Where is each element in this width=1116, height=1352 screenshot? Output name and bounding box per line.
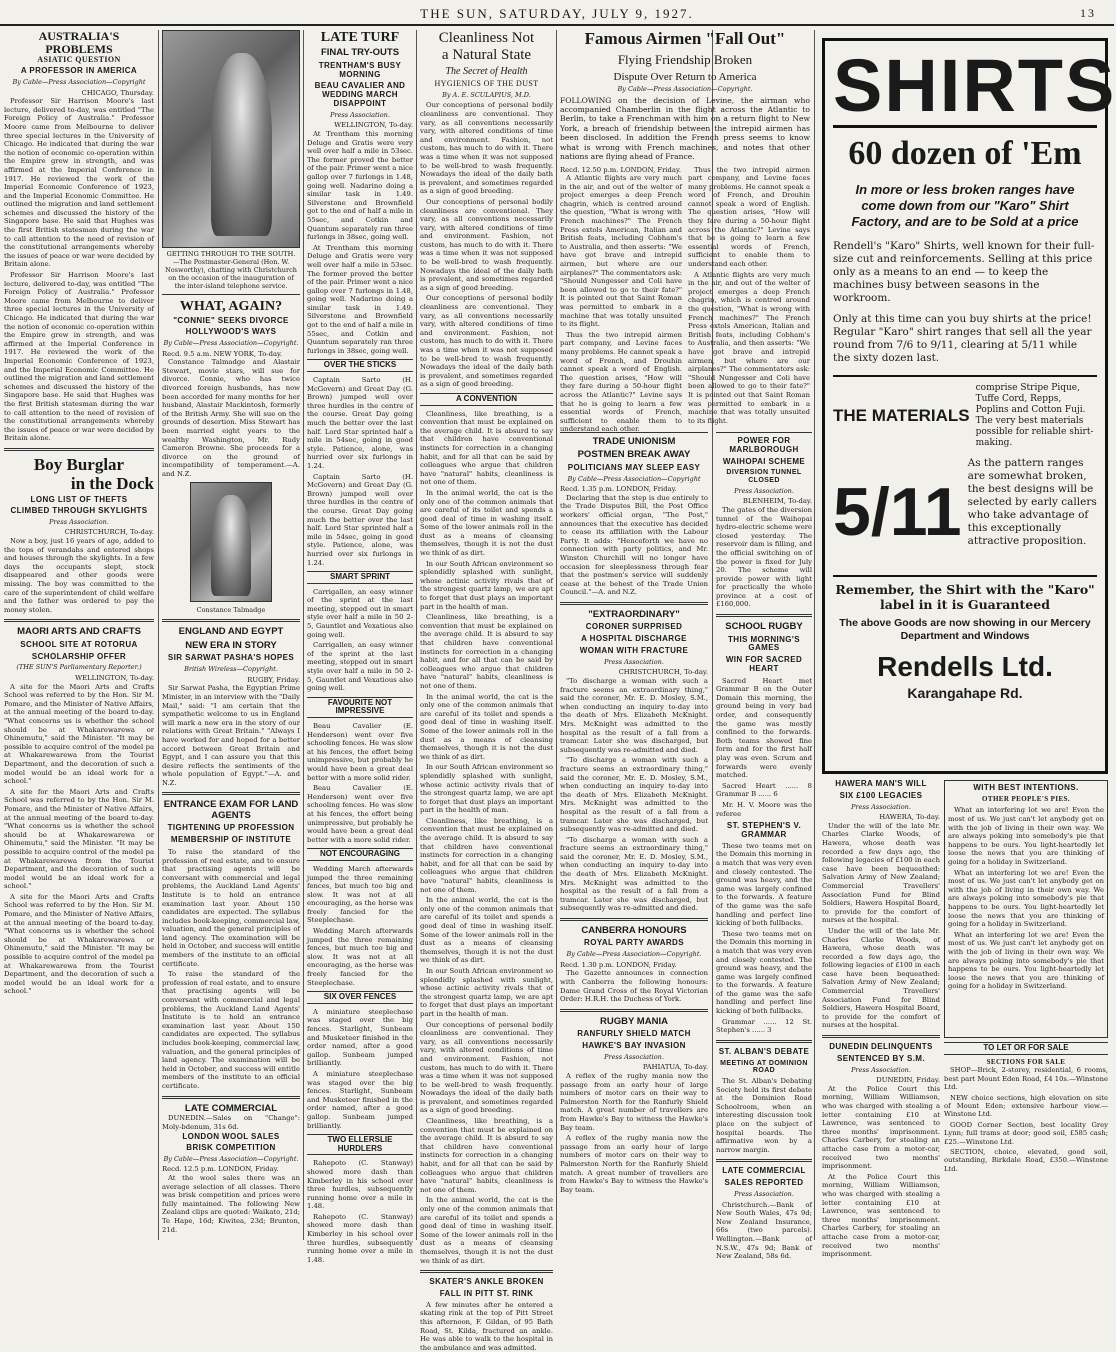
article-body: What an interfering lot we are! Even the most of us. We just can't let anybody get on with the job of living in their own way. We are always poking into somebody's pie that happens to be ours. You light-heartedly let loose the news that you are thinking of going for a holiday in Switzerland. bbox=[948, 930, 1104, 991]
article-body: Rahepoto (C. Stanway) showed more dash than Kimberley in his school over three hurdles, subsequently running home over a mile in 1.48. bbox=[307, 1159, 413, 1211]
materials-text: comprise Stripe Pique, Tuffe Cord, Repps, Poplins and Cotton Fuji. The very best materials possible for reliable shirt-making. bbox=[975, 383, 1094, 448]
ad-showing: The above Goods are now showing in our Mercery Department and Windows bbox=[839, 617, 1091, 642]
column-7-left bbox=[822, 779, 940, 1259]
headline: LATE COMMERCIAL bbox=[184, 1102, 278, 1114]
headline: Famous Airmen "Fall Out" bbox=[584, 29, 786, 48]
headline: TRADE UNIONISM bbox=[592, 436, 676, 447]
article-body: Our conceptions of personal bodily cleanliness are conventional. They vary, as all conventions necessarily vary, with altered conditions of time and environment. Fashion, not custom, has much to do with it. There was a time when it was not supposed to be well-bred to wash frequently. Nowadays the ideal of the daily bath is prevalent, and sometimes regarded as a sign of good breeding. bbox=[420, 197, 553, 292]
subheadline: FINAL TRY-OUTS bbox=[320, 47, 400, 59]
article-body: A few minutes after he entered a skating rink at the top of Pitt Street this afternoon, F. Gildan, of 95 Bath Road, St. Kilda, fractured an ankle. He was able to walk to the hospital in the ambulance and was admitted. bbox=[420, 1300, 553, 1352]
column-7-right bbox=[944, 780, 1108, 1240]
article-body: Sir Sarwat Pasha, the Egyptian Prime Minister, in an interview with the "Daily Mail," said: "I am certain that the sympathetic welcome to us in England will mark a new era in the story of our relations with Great Britain." "Always I have worked for and hoped for a better accord between Great Britain and Egypt, and I can assure you that this desire reflects the sentiments of the whole population of Egypt."—A. and N.Z. bbox=[162, 684, 300, 787]
article-body: Cleanliness, like breathing, is a convention that must be explained on the average child. It is absurd to say that children have conventional instincts for correction in a changing habit, and for all that can be said by colleagues who argue that children have "natural" habits, cleanliness is not one of them. bbox=[420, 816, 553, 894]
article-body: Carrigallen, an easy winner of the sprint at the last meeting, stepped out in smart style over half a mile in 50 2-5, Gauntlet and Vexatious also going well. bbox=[307, 587, 413, 639]
headline: CANBERRA HONOURS bbox=[581, 925, 687, 937]
column-rule bbox=[158, 30, 159, 1240]
column-rule bbox=[416, 30, 417, 1240]
article-body: In the animal world, the cat is the only one of the common animals that are careful of its toilet and spends a good deal of time in washing itself. Some of the lower animals roll in the dust as a means of cleansing themselves, though it is not the dust we think of as dirt. bbox=[420, 488, 553, 558]
headline: SCHOOL RUGBY bbox=[725, 621, 803, 633]
subheadline: WOMAN WITH FRACTURE bbox=[579, 646, 689, 656]
article-body: In the animal world, the cat is the only one of the common animals that are careful of its toilet and spends a good deal of time in washing itself. Some of the lower animals roll in the dust as a means of cleansing themselves, though it is not the dust we think of as dirt. bbox=[420, 692, 553, 761]
subheadline: BEAU CAVALIER AND WEDDING MARCH DISAPPOINT bbox=[314, 81, 406, 109]
article-body: What an interfering lot we are! Even the most of us. We just can't let anybody get on with the job of living in their own way. We are always poking into somebody's pie that happens to be ours. You light-heartedly let loose the news that you are thinking of going for a holiday in Switzerland. bbox=[948, 868, 1104, 929]
byline: Press Association. bbox=[851, 1065, 911, 1074]
section-subhead: OVER THE STICKS bbox=[307, 359, 413, 372]
article-body: Thus the two intrepid airmen part company, and Levine faces many problems. He cannot speak a word of French, and Drouhin cannot speak a word of English. The question arises, "How will they fare during a 50-hour flight across the Atlantic?" Levine says that he is going to learn a few essential words of French, sufficient to enable them to understand each other. bbox=[560, 330, 682, 434]
article-body: In our South African environment so splendidly splashed with sunlight, whose actinic activity rivals that of the strongest quartz lamp, we are apt to forget that dust plays an important part in the health of man. bbox=[420, 559, 553, 611]
column-2 bbox=[162, 30, 300, 1240]
byline: Press Association. bbox=[604, 1052, 664, 1061]
subheadline: ASIATIC QUESTION bbox=[37, 55, 121, 65]
article-body: These two teams met on the Domain this morning in a match that was very even and closely contested. The ground was heavy, and the game was largely confined to the forwards. A feature of the game was the safe handling and perfect line kicking of both fullbacks. bbox=[716, 841, 812, 928]
article-body: "To discharge a woman with such a fracture seems an extraordinary thing," said the coroner, Mr. E. D. Mosley, S.M., when conducting an inquiry to-day into the death of Mrs. Elizabeth McKnight. Mrs. McKnight was admitted to the hospital as the result of a fall from a tramcar. Later she was discharged, but subsequently was re-admitted and died. bbox=[560, 677, 708, 754]
subheadline: CORONER SURPRISED bbox=[585, 622, 683, 632]
ad-price-text: As the pattern ranges are somewhat broken, the best designs will be selected by early callers who take advantage of this exceptionally attractive proposition. bbox=[967, 457, 1097, 547]
subheadline: A HOSPITAL DISCHARGE bbox=[581, 634, 687, 644]
article-body: At Trentham this morning Deluge and Gratis were very well over half a mile in 53sec. The former proved the better of the pair. Primer went a nice gallop over 7 furlongs in 1.48, going well. Nadarino doing a similar task in 1.49. Silverstone and Brownfield got to the end of half a mile in 55sec, and Cotkin and Quantum separately ran three furlongs in 38sec, going well. bbox=[307, 130, 413, 242]
headline: AUSTRALIA'S PROBLEMS bbox=[38, 29, 120, 57]
byline: By A. E. SCULAPIUS, M.D. bbox=[442, 90, 531, 99]
headline: ST. ALBAN'S DEBATE bbox=[718, 1046, 810, 1056]
divider bbox=[4, 619, 154, 622]
article-body: At Trentham this morning Deluge and Gratis were very well over half a mile in 53sec. The former proved the better of the pair. Primer went a nice gallop over 7 furlongs in 1.48, going well. Nadarino doing a similar task in 1.49. Silverstone and Brownfield got to the end of half a mile in 55sec, and Cotkin and Quantum separately ran three furlongs in 38sec, going well. bbox=[307, 243, 413, 355]
byline: Press Association. bbox=[734, 486, 794, 495]
byline: (THE SUN'S Parliamentary Reporter.) bbox=[16, 663, 142, 672]
article-body: Under the will of the late Mr. Charles Clarke Woods, of Hawera, whose death was recorded a few days ago, the following legacies of £100 in each case have been bequeathed: Salvation Army of New Zealand; Commercial Travellers' Association Fund for Blind Soldiers, Hawera Hospital Board, to provide for the comfort of nurses at the hospital. bbox=[822, 926, 940, 1030]
headline: Cleanliness Not bbox=[438, 30, 535, 46]
byline: By Cable—Press Association—Copyright bbox=[567, 474, 701, 483]
subheadline: HAWKE'S BAY INVASION bbox=[582, 1041, 686, 1051]
subheadline: SCHOOL SITE AT ROTORUA bbox=[20, 639, 138, 649]
subheadline: NEW ERA IN STORY bbox=[185, 639, 277, 651]
subheadline: SIX £100 LEGACIES bbox=[839, 790, 923, 800]
headline: ENGLAND AND EGYPT bbox=[178, 626, 284, 638]
column-5-top bbox=[560, 29, 810, 434]
subheadline: TRENTHAM'S BUSY MORNING bbox=[318, 60, 402, 79]
dateline: Recd. 9.5 a.m. NEW YORK, To-day. bbox=[162, 349, 283, 358]
article-body: Cleanliness, like breathing, is a convention that must be explained on the average child. It is absurd to say that children have conventional instincts for correction in a changing habit, and for all that can be said by colleagues who argue that children have "natural" habits, cleanliness is not one of them. bbox=[420, 613, 553, 690]
subheadline: A PROFESSOR IN AMERICA bbox=[20, 66, 138, 76]
subheadline: POLITICIANS MAY SLEEP EASY bbox=[567, 462, 701, 472]
subheadline: OTHER PEOPLE'S PIES. bbox=[982, 794, 1070, 803]
article-body: Our conceptions of personal bodily cleanliness are conventional. They vary, as all conventions necessarily vary, with altered conditions of time and environment. Fashion, not custom, has much to do with it. There was a time when it was not supposed to be well-bred to wash frequently. Nowadays the ideal of the daily bath is prevalent, and sometimes regarded as a sign of good breeding. bbox=[420, 294, 553, 389]
section-subhead: TWO ELLERSLIE HURDLERS bbox=[307, 1134, 413, 1155]
section-subhead: A CONVENTION bbox=[420, 393, 553, 406]
classified-ad: SECTION, choice, elevated, good soil, outstanding, Birkdale Road, £350.—Winstone Ltd. bbox=[944, 1147, 1108, 1173]
article-body: A miniature steeplechase was staged over the big fences. Starlight, Sunbeam and Musketeer finished in the order named, after a good gallop. Sunbeam jumped brilliantly. bbox=[307, 1069, 413, 1130]
article-body: At the Police Court this morning, William Williamson, who was charged with stealing a letter containing £10 at Lawrence, was sentenced to three months' imprisonment. Charles Carbery, for stealing an attache case from a motor-car, received two months' imprisonment. bbox=[822, 1172, 940, 1259]
article-body: Under the will of the late Mr. Charles Clarke Woods, of Hawera, whose death was recorded a few days ago, the following legacies of £100 in each case have been bequeathed: Salvation Army of New Zealand; Commercial Travellers' Association Fund for Blind Soldiers, Hawera Hospital Board, to provide for the comfort of nurses at the hospital. bbox=[822, 821, 940, 925]
headline: SKATER'S ANKLE BROKEN bbox=[429, 1277, 544, 1287]
article-body: In the animal world, the cat is the only one of the common animals that are careful of its toilet and spends a good deal of time in washing itself. Some of the lower animals roll in the dust as a means of cleansing themselves, though it is not the dust we think of as dirt. bbox=[420, 1196, 553, 1265]
headline: in the Dock bbox=[70, 473, 154, 493]
article-body: Professor Sir Harrison Moore's last lecture, delivered to-day, was entitled "The Foreign Policy of Australia." Professor Moore came from Melbourne to deliver three special lectures in the University of Chicago. He indicated that during the war the notion of economic co-operation within the Empire grew in strength, and was affirmed at the Imperial Conference in 1917. He reviewed the work of the Imperial Economic Conference of 1923, and the Imperial Economic Committee. He outlined the migration and land settlement schemes and discussed the history of the Singapore base. He said that Hughes was the first British statesman during the war to call attention to the need of revision of the constitutional arrangements whereby the issues of peace or war were decided by Britain alone. bbox=[4, 97, 154, 269]
article-body: A Atlantic flights are very much in the air, and out of the welter of project emerges a deep French chagrin, which is centred around the question, "What is wrong with French machines?" The French Press extols American, Italian and British feats, including Cobham's to Australia, and then asserts: "We have got brave and intrepid airmen, but where are our airplanes?" The commentators ask: "Should Nungesser and Coli have been allowed to go to their fate?" It is pointed out that Saint Roman was permitted to embark in a machine that was totally unsuited to its flight. bbox=[688, 270, 810, 425]
byline: Press Association. bbox=[604, 657, 664, 666]
article-body: Cleanliness, like breathing, is a convention that must be explained on the average child. It is absurd to say that children have conventional instincts for correction in a changing habit, and for all that can be said by colleagues who argue that children have "natural" habits, cleanliness is not one of them. bbox=[420, 409, 553, 487]
article-body: Wedding March afterwards jumped the three remaining fences, but much too big and slow. It was not at all encouraging, as the horse was freely fancied for the Steeplechase. bbox=[307, 864, 413, 925]
subheadline: FALL IN PITT ST. RINK bbox=[439, 1288, 534, 1298]
article-body: These two teams met on the Domain this morning in a match that was very even and closely contested. The ground was heavy, and the game was largely confined to the forwards. A feature of the game was the safe handling and perfect line kicking of both fullbacks. bbox=[716, 929, 812, 1016]
dateline: BLENHEIM, To-day. bbox=[742, 497, 812, 506]
subheadline: SENTENCED BY S.M. bbox=[837, 1053, 925, 1063]
subheadline: WAIHOPAI SCHEME bbox=[722, 456, 806, 466]
article-body: Captain Sarto (H. McGovern) and Great Day (G. Brown) jumped well over three hurdles in the centre of the course. Great Day going much the better over the last half. Lord Star sprinted half a mile in 54sec, going in good style. Patience, alone, was hurried over six furlongs in 1.24. bbox=[307, 472, 413, 567]
subheadline: Dispute Over Return to America bbox=[613, 70, 757, 83]
dateline: CHRISTCHURCH, To-day. bbox=[64, 528, 154, 537]
subheadline: SALES REPORTED bbox=[724, 1178, 804, 1188]
classified-ad: NEW choice sections, high elevation on site of Mount Eden; extensive harbour view.—Winstone Ltd. bbox=[944, 1093, 1108, 1119]
ad-guarantee: Remember, the Shirt with the "Karo" label in it is Guaranteed bbox=[833, 575, 1097, 612]
subheadline: DIVERSION TUNNEL CLOSED bbox=[726, 469, 802, 485]
divider bbox=[4, 448, 154, 451]
score-line: Grammar ...... 12 St. Stephen's ...... 3 bbox=[716, 1017, 812, 1035]
photo-caption: GETTING THROUGH TO THE SOUTH.—The Postmaster-General (Hon. W. Nosworthy), chatting with Christchurch on the occasion of the inauguration of the inter-island telephone service. bbox=[165, 250, 297, 290]
byline: By Cable—Press Association—Copyright bbox=[12, 77, 146, 86]
headline: LATE COMMERCIAL bbox=[722, 1166, 806, 1176]
column-6 bbox=[716, 428, 812, 1261]
article-body: A Atlantic flights are very much in the air, and out of the welter of project emerges a deep French chagrin, which is centred around the question, "What is wrong with French machines?" The French Press extols American, Italian and British feats, including Cobham's to Australia, and then asserts: "We have got brave and intrepid airmen, but where are our airplanes?" The commentators ask: "Should Nungesser and Coli have been allowed to go to their fate?" It is pointed out that Saint Roman was permitted to embark in a machine that was totally unsuited to its flight. bbox=[560, 174, 682, 329]
dateline: Recd. 12.5 p.m. LONDON, Friday. bbox=[162, 1165, 279, 1174]
headline: a Natural State bbox=[441, 46, 532, 63]
article-body: A site for the Maori Arts and Crafts School was referred to by the Hon. Sir M. Pomare, and the Minister of Native Affairs, at the annual meeting of the board to-day. "What concerns us is whether the school should be at Whakarewarewa or Ohinemutu," said the Minister. "It may be possible to acquire control of the model pa at Whakarewarewa from the Tourist Department, and the decoration of such a model would be an ideal work for a school." bbox=[4, 682, 154, 786]
article-body: The Gazette announces in connection with Canberra the following honours: Dame Grand Cross of the Royal Victorian Order: H.R.H. the Duchess of York. bbox=[560, 969, 708, 1004]
headline: WITH BEST INTENTIONS. bbox=[973, 783, 1079, 792]
article-body: In our South African environment so splendidly splashed with sunlight, whose actinic activity rivals that of the strongest quartz lamp, we are apt to forget that dust plays an important part in the health of man. bbox=[420, 966, 553, 1018]
section-subhead: NOT ENCOURAGING bbox=[307, 848, 413, 861]
subheadline: MEMBERSHIP OF INSTITUTE bbox=[170, 835, 292, 845]
article-body: In the animal world, the cat is the only one of the common animals that are careful of its toilet and spends a good deal of time in washing itself. Some of the lower animals roll in the dust as a means of cleansing themselves, though it is not the dust we think of as dirt. bbox=[420, 896, 553, 965]
headline: POWER FOR MARLBOROUGH bbox=[729, 436, 799, 454]
article-body: To raise the standard of the profession of real estate, and to ensure that practising agents will be conversant with commercial and legal problems, the Auckland Land Agents' Institute is to hold an entrance examination last year. About 150 candidates are expected. The syllabus includes book-keeping, commercial law, valuation, and the general principles of land agency. The examination will be held in October, and success will entitle members of the institute to an official certificate. bbox=[162, 970, 300, 1090]
subheadline: SCHOLARSHIP OFFER bbox=[31, 651, 127, 661]
article-body: Thus the two intrepid airmen part company, and Levine faces many problems. He cannot speak a word of French, and Drouhin cannot speak a word of English. The question arises, "How will they fare during a 50-hour flight across the Atlantic?" Levine says that he is going to learn a few essential words of French, sufficient to enable them to understand each other. bbox=[688, 165, 810, 269]
headline: HAWERA MAN'S WILL bbox=[835, 779, 927, 788]
masthead bbox=[0, 0, 1114, 26]
byline: Press Association. bbox=[330, 110, 390, 119]
article-body: "To discharge a woman with such a fracture seems an extraordinary thing," said the coroner, Mr. E. D. Mosley, S.M., when conducting an inquiry to-day into the death of Mrs. Elizabeth McKnight. Mrs. McKnight was admitted to the hospital as the result of a fall from a tramcar. Later she was discharged, but subsequently was re-admitted and died. bbox=[560, 756, 708, 834]
dateline: CHICAGO, Thursday. bbox=[81, 88, 154, 97]
article-body: Cleanliness, like breathing, is a convention that must be explained on the average child. It is absurd to say that children have conventional instincts for correction in a changing habit, and for all that can be said by colleagues who argue that children have "natural" habits, cleanliness is not one of them. bbox=[420, 1117, 553, 1194]
dateline: DUNEDIN, Friday. bbox=[876, 1076, 940, 1085]
article-lead: FOLLOWING on the decision of Levine, the airman who accompanied Chamberlin in the flight across the Atlantic to Berlin, to take a Frenchman with him on a return flight to New York, a breach of friendship between the intrepid airmen has been disclosed. In addition the French press seems to know what is wrong with French machines, and notes that other nations are flying ahead of France. bbox=[560, 95, 810, 162]
shirts-advertisement bbox=[822, 38, 1116, 774]
section-subhead: FAVOURITE NOT IMPRESSIVE bbox=[307, 697, 413, 718]
news-photo bbox=[162, 30, 300, 248]
dateline: WELLINGTON, To-day. bbox=[75, 674, 154, 683]
section-subhead: SMART SPRINT bbox=[307, 571, 413, 584]
subheadline: TIGHTENING UP PROFESSION bbox=[167, 823, 295, 833]
ad-address: Karangahape Rd. bbox=[907, 685, 1023, 701]
column-4 bbox=[420, 30, 553, 1352]
dateline: PAHIATUA, To-day. bbox=[642, 1063, 708, 1072]
article-body: Sacred Heart met Grammar B on the Outer Domain this morning, the ground being in very bad order, and consequently the game was mostly confined to the forwards. Both teams showed fine form and for the first half play was even. Scrum and forwards were evenly matched. bbox=[716, 676, 812, 780]
article-body: Constance Talmadge and Alastair Stewart, movie stars, will sue for divorce. Connie, who has twice divorced foreign husbands, has now been accorded for many months for her husband, Alastair Mackintosh, formerly of the British Army. She will sue on the grounds of desertion. Miss Stewart has been married eight years to the wealthy Washington, Mr. Rudy Cameron Browne. She proceeds for a divorce on the ground of incompatibility of temperament.—A. and N.Z. bbox=[162, 358, 300, 478]
article-body: Now a boy, just 16 years of age, added to the tops of verandahs and entered shops and houses through the skylights. In a few days the occupants slept, stock disappeared and other goods were missing. The boy was committed to the care of the superintendent of child welfare and the father was ordered to pay the money stolen. bbox=[4, 537, 154, 614]
dateline: CHRISTCHURCH, To-day. bbox=[618, 668, 708, 677]
subheadline: "CONNIE" SEEKS DIVORCE bbox=[173, 316, 289, 326]
byline: By Cable—Press Association—Copyright. bbox=[617, 85, 753, 94]
headline: MAORI ARTS AND CRAFTS bbox=[17, 626, 141, 638]
headline: Boy Burglar bbox=[33, 454, 125, 474]
byline: By Cable—Press Association—Copyright. bbox=[163, 1154, 299, 1163]
article-body: A reflex of the rugby mania now the passage from an early hour of large numbers of motor cars on their way to Palmerston North for the Ranfurly Shield match. A great number of travellers are from Hawke's Bay to witness the Hawke's Bay team. bbox=[560, 1072, 708, 1132]
article-body: A miniature steeplechase was staged over the big fences. Starlight, Sunbeam and Musketeer finished in the order named, after a good gallop. Sunbeam jumped brilliantly. bbox=[307, 1007, 413, 1068]
column-rule bbox=[303, 30, 304, 1240]
headline: RUGBY MANIA bbox=[600, 1015, 668, 1027]
column-5-bottom bbox=[560, 428, 708, 1240]
classified-ad: SHOP—Brick, 2-storey, residential, 6 rooms, best part Mount Eden Road, £4 10s.—Winstone Ltd. bbox=[944, 1066, 1108, 1092]
ad-body: Rendell's "Karo" Shirts, well known for their full-size cut and reinforcements. Selling at this price only as a means to an end — to keep the machines busy between seasons in the workroom. bbox=[833, 240, 1095, 304]
score-line: Sacred Heart ...... 8 Grammar B ...... 6 bbox=[716, 781, 812, 799]
subheadline: ROYAL PARTY AWARDS bbox=[584, 938, 684, 948]
dateline: Recd. 1.35 p.m. LONDON, Friday. bbox=[560, 485, 677, 494]
article-body: The gates of the diversion tunnel of the Waihopai hydro-electric scheme were closed yesterday. The reservoir dam is filling, and the official switching on of the power is fixed for July 20. The scheme will provide power with light for practically the whole province at a cost of £160,000. bbox=[716, 505, 812, 609]
subheadline: The Secret of Health bbox=[445, 66, 528, 77]
article-body: Our conceptions of personal bodily cleanliness are conventional. They vary, as all conventions necessarily vary, with altered conditions of time and environment. Fashion, not custom, has much to do with it. There was a time when it was not supposed to be well-bred to wash frequently. Nowadays the ideal of the daily bath is prevalent, and sometimes regarded as a sign of good breeding. bbox=[420, 1020, 553, 1115]
headline: "EXTRAORDINARY" bbox=[588, 608, 680, 620]
ad-price: 5/11 bbox=[833, 474, 962, 550]
article-body: The St. Alban's Debating Society held its first debate at the Dominion Road Schoolroom, when an interesting discussion took place on the subject of hospital boards. The affirmative won by a narrow margin. bbox=[716, 1077, 812, 1154]
column-rule bbox=[556, 30, 557, 1240]
article-body: "To discharge a woman with such a fracture seems an extraordinary thing," said the coroner, Mr. E. D. Mosley, S.M., when conducting an inquiry to-day into the death of Mrs. Elizabeth McKnight. Mrs. McKnight was admitted to the hospital as the result of a fall from a tramcar. Later she was discharged, but subsequently was re-admitted and died. bbox=[560, 835, 708, 913]
article-body: In our South African environment so splendidly splashed with sunlight, whose actinic activity rivals that of the strongest quartz lamp, we are apt to forget that dust plays an important part in the health of man. bbox=[420, 763, 553, 815]
classifieds-heading: TO LET OR FOR SALE bbox=[944, 1042, 1108, 1055]
headline: WHAT, AGAIN? bbox=[179, 299, 283, 314]
portrait-photo bbox=[190, 482, 272, 602]
subheadline: RANFURLY SHIELD MATCH bbox=[577, 1029, 691, 1039]
subheadline: Flying Friendship Broken bbox=[617, 51, 753, 67]
article-body: Carrigallen, an easy winner of the sprint at the last meeting, stepped out in smart style over half a mile in 50 2-5, Gauntlet and Vexatious also going well. bbox=[307, 641, 413, 693]
ad-title: SHIRTS bbox=[833, 44, 1116, 127]
article-body: At the Police Court this morning, William Williamson, who was charged with stealing a letter containing £10 at Lawrence, was sentenced to three months' imprisonment. Charles Carbery, for stealing an attache case from a motor-car, received two months' imprisonment. bbox=[822, 1084, 940, 1171]
classified-ad: GOOD Corner Section, best locality Grey Lynn; full trams at door; good soil, £585 cash; £25.—Winstone Ltd. bbox=[944, 1120, 1108, 1146]
subheadline: LONDON WOOL SALES bbox=[182, 1132, 280, 1142]
subheadline: WIN FOR SACRED HEART bbox=[725, 655, 803, 673]
article-body: Captain Sarto (H. McGovern) and Great Day (G. Brown) jumped well over three hurdles in the centre of the course. Great Day going much the better over the last half. Lord Star sprinted half a mile in 54sec, going in good style. Patience, alone, was hurried over six furlongs in 1.24. bbox=[307, 376, 413, 470]
classifieds-subheading: SECTIONS FOR SALE bbox=[986, 1057, 1066, 1066]
article-body: Wedding March afterwards jumped the three remaining fences, but much too big and slow. It was not at all encouraging, as the horse was freely fancied for the Steeplechase. bbox=[307, 927, 413, 987]
article-body: Declaring that the step is due entirely to the Trade Disputes Bill, the Post Office workers' official organ, "The Post," announces that the executive has decided to cease its affiliation with the Labour Party. It adds: "Henceforth we have no connection with party politics, and Mr. Winston Churchill will no longer have occasion for sleeplessness through fear that the postmen's service will suddenly cease at the behest of the Trade Union Council."—A. and N.Z. bbox=[560, 493, 708, 597]
headline: LATE TURF bbox=[320, 30, 400, 45]
byline: By Cable—Press Association—Copyright. bbox=[566, 950, 702, 959]
headline: DUNEDIN DELINQUENTS bbox=[829, 1042, 933, 1052]
page-number: 13 bbox=[1080, 6, 1096, 20]
dateline: Recd. 12.50 p.m. LONDON, Friday. bbox=[560, 165, 682, 174]
masthead-title: THE SUN, SATURDAY, JULY 9, 1927. bbox=[420, 6, 694, 21]
article-body: Christchurch.—Bank of New South Wales, 47s 9d; New Zealand Insurance, 66s (two parcels). Wellington.—Bank of N.S.W., 47s 9d; Bank of New Zealand, 58s 6d. bbox=[716, 1200, 812, 1261]
article-body: What an interfering lot we are! Even the most of us. We just can't let anybody get on with the job of living in their own way. We are always poking into somebody's pie that happens to be ours. You light-heartedly let loose the news that you are thinking of going for a holiday in Switzerland. bbox=[948, 806, 1104, 867]
article-body: To raise the standard of the profession of real estate, and to ensure that practising agents will be conversant with commercial and legal problems, the Auckland Land Agents' Institute is to hold an entrance examination last year. About 150 candidates are expected. The syllabus includes book-keeping, commercial law, valuation, and the general principles of land agency. The examination will be held in October, and success will entitle members of the institute to an official certificate. bbox=[162, 847, 300, 968]
ad-subtitle: 60 dozen of 'Em bbox=[848, 135, 1082, 172]
subheadline: SIR SARWAT PASHA'S HOPES bbox=[167, 653, 295, 663]
subheadline: CLIMBED THROUGH SKYLIGHTS bbox=[10, 506, 148, 516]
article-body: Our conceptions of personal bodily cleanliness are conventional. They vary, as all conventions necessarily vary, with altered conditions of time and environment. Fashion, not custom, has much to do with it. There was a time when it was not supposed to be well-bred to wash frequently. Nowadays the ideal of the daily bath is prevalent, and sometimes regarded as a sign of good breeding. bbox=[420, 101, 553, 196]
byline: Press Association. bbox=[49, 517, 109, 526]
subheadline: LONG LIST OF THEFTS bbox=[30, 495, 128, 505]
column-3 bbox=[307, 30, 413, 1264]
column-rule bbox=[814, 30, 815, 1240]
byline: Press Association. bbox=[734, 1189, 794, 1198]
column-box bbox=[944, 780, 1108, 1038]
article-body: A site for the Maori Arts and Crafts School was referred to by the Hon. Sir M. Pomare, and the Minister of Native Affairs, at the annual meeting of the board to-day. "What concerns us is whether the school should be at Whakarewarewa or Ohinemutu," said the Minister. "It may be possible to acquire control of the model pa at Whakarewarewa from the Tourist Department, and the decoration of such a model would be an ideal work for a school." bbox=[4, 787, 154, 891]
subheadline: THIS MORNING'S GAMES bbox=[728, 634, 800, 653]
subheadline: POSTMEN BREAK AWAY bbox=[577, 449, 691, 461]
article-body: A reflex of the rugby mania now the passage from an early hour of large numbers of motor cars on their way to Palmerston North for the Ranfurly Shield match. A great number of travellers are from Hawke's Bay to witness the Hawke's Bay team. bbox=[560, 1134, 708, 1194]
article-body: Professor Sir Harrison Moore's last lecture, delivered to-day, was entitled "The Foreign Policy of Australia." Professor Moore came from Melbourne to deliver three special lectures in the University of Chicago. He indicated that during the war the notion of economic co-operation within the Empire grew in strength, and was affirmed at the Imperial Conference in 1917. He reviewed the work of the Imperial Economic Conference of 1923, and the Imperial Economic Committee. He outlined the migration and land settlement schemes and discussed the history of the Singapore base. He said that Hughes was the first British statesman during the war to call attention to the need of revision of the constitutional arrangements whereby the issues of peace or war were decided by Britain alone. bbox=[4, 271, 154, 443]
dateline: RUGBY, Friday. bbox=[247, 675, 300, 684]
byline: Press Association. bbox=[851, 802, 911, 811]
subheadline: HYGIENICS OF THE DUST bbox=[434, 79, 539, 88]
article-body: Beau Cavalier (E. Henderson) went over five schooling fences. He was slow at his fences, the effort being unimpressive, but probably he would have been a great deal better with a more solid rider. bbox=[307, 722, 413, 782]
ad-tagline: In more or less broken ranges have come down from our "Karo" Shirt Factory, and are to be Sold at a price bbox=[851, 182, 1079, 229]
dateline: Recd. 1.30 p.m. LONDON, Friday. bbox=[560, 960, 677, 969]
dateline: WELLINGTON, To-day. bbox=[334, 121, 413, 130]
byline: By Cable—Press Association—Copyright. bbox=[163, 338, 299, 347]
article-body: Rahepoto (C. Stanway) showed more dash than Kimberley in his school over three hurdles, subsequently running home over a mile in 1.48. bbox=[307, 1212, 413, 1264]
subheadline: HOLLYWOOD'S WAYS bbox=[185, 327, 277, 337]
market-note: DUNEDIN.—Sales on "Change": Moly-bdenum, 31s 6d. bbox=[162, 1114, 300, 1131]
subheadline: BRISK COMPETITION bbox=[186, 1142, 276, 1152]
column-1 bbox=[4, 30, 154, 1240]
article-body: At the wool sales there was an average selection of all classes. There was brisk competition and prices were fully maintained. The following New Zealand clips are quoted: Waikato, 21d; Te Hape, 16d; Kiwitea, 23d; Brunton, 21d. bbox=[162, 1173, 300, 1234]
dateline: HAWERA, To-day. bbox=[879, 813, 940, 822]
materials-heading: THE MATERIALS bbox=[833, 406, 970, 425]
section-subhead: SIX OVER FENCES bbox=[307, 991, 413, 1004]
headline: ST. STEPHEN'S V. GRAMMAR bbox=[726, 821, 802, 839]
byline: British Wireless—Copyright. bbox=[184, 665, 278, 674]
subheadline: MEETING AT DOMINION ROAD bbox=[720, 1059, 808, 1075]
article-body: Beau Cavalier (E. Henderson) went over five schooling fences. He was slow at his fences, the effort being unimpressive, but probably he would have been a great deal better with a more solid rider. bbox=[307, 784, 413, 844]
ad-company: Rendells Ltd. bbox=[877, 651, 1053, 682]
article-body: A site for the Maori Arts and Crafts School was referred to by the Hon. Sir M. Pomare, and the Minister of Native Affairs, at the annual meeting of the board to-day. "What concerns us is whether the school should be at Whakarewarewa or Ohinemutu," said the Minister. "It may be possible to acquire control of the model pa at Whakarewarewa from the Tourist Department, and the decoration of such a model would be an ideal work for a school." bbox=[4, 892, 154, 996]
ad-body: Only at this time can you buy shirts at the price! Regular "Karo" shirt ranges that sell all the year round from 7/6 to 9/11, clearing at 5/11 while the sixty dozen last. bbox=[833, 313, 1092, 364]
headline: ENTRANCE EXAM FOR LAND AGENTS bbox=[163, 799, 299, 821]
portrait-caption: Constance Talmadge bbox=[196, 606, 266, 615]
referee-line: Mr. H. V. Moore was the referee bbox=[716, 801, 812, 818]
